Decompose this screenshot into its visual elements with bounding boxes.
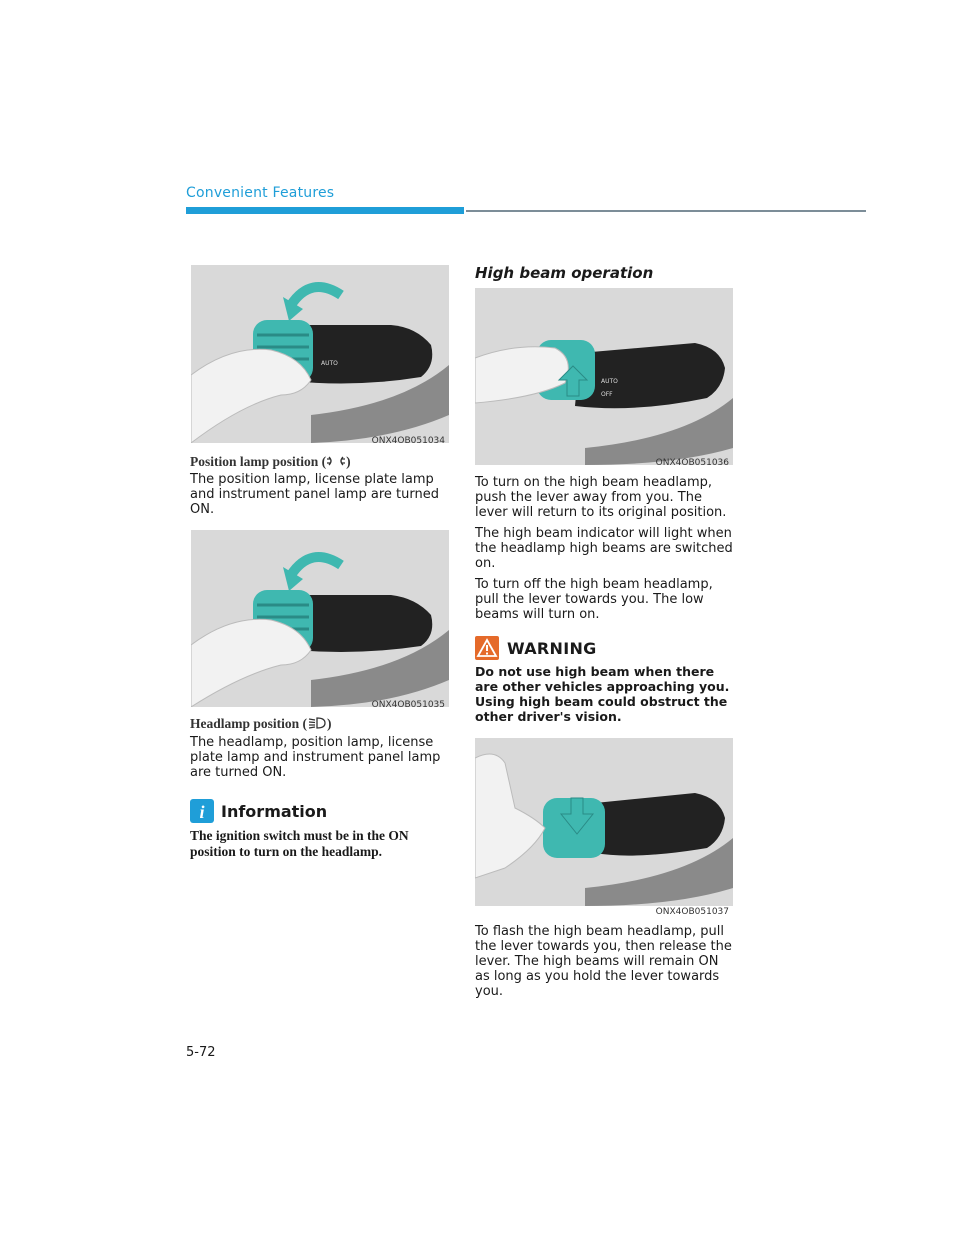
info-title: Information [221,802,328,821]
figure-code: ONX4OB051036 [655,458,729,468]
position-lamp-text: The position lamp, license plate lamp and instrument panel lamp are turned ON. [190,472,439,517]
warning-title: WARNING [507,639,597,658]
flash-text: To flash the high beam headlamp, pull the lever towards you, then release the lever. The high beams will remain ON as long as you hold the lever towards you. [475,924,732,999]
info-text: The ignition switch must be in the ON position to turn on the headlamp. [190,828,409,859]
headlamp-text: The headlamp, position lamp, license plate lamp and instrument panel lamp are turned ON. [190,735,441,780]
lever-figure-position [191,265,449,443]
position-lamp-heading: Position lamp position ( ) [190,454,351,469]
figure-code: ONX4OB051037 [655,907,729,917]
header-rule [466,210,866,212]
lever-illustration [191,530,449,707]
figure-code: ONX4OB051034 [371,436,445,446]
lever-illustration [475,288,733,465]
lever-figure-high-beam-push [475,288,733,465]
position-lamp-icon [326,455,346,467]
lever-label-off: OFF [601,391,613,398]
headlamp-heading: Headlamp position ( ) [190,716,332,731]
lever-figure-high-beam-flash [475,738,733,906]
headlamp-icon [307,716,327,730]
warning-text: Do not use high beam when there are other vehicles approaching you. Using high beam could obstruct the other driver's vision. [475,664,730,724]
lever-label-auto: AUTO [601,378,618,385]
lever-illustration [191,265,449,443]
section-title: Convenient Features [186,185,335,201]
high-beam-heading: High beam operation [475,264,654,282]
warning-triangle-icon [475,636,499,660]
header-rule-accent [186,207,464,214]
lever-figure-headlamp [191,530,449,707]
lever-label-auto: AUTO [321,360,338,367]
lever-illustration [475,738,733,906]
high-beam-text: To turn on the high beam headlamp, push the lever away from you. The lever will return to its original position. The high beam indicator will light when the headlamp high beams are switched on. To turn off the high beam headlamp, pull the lever towards you. The low beams will turn on. [475,475,733,622]
figure-code: ONX4OB051035 [371,700,445,710]
info-icon [190,799,214,823]
page-number: 5-72 [186,1045,216,1060]
svg-text:i: i [199,802,205,822]
